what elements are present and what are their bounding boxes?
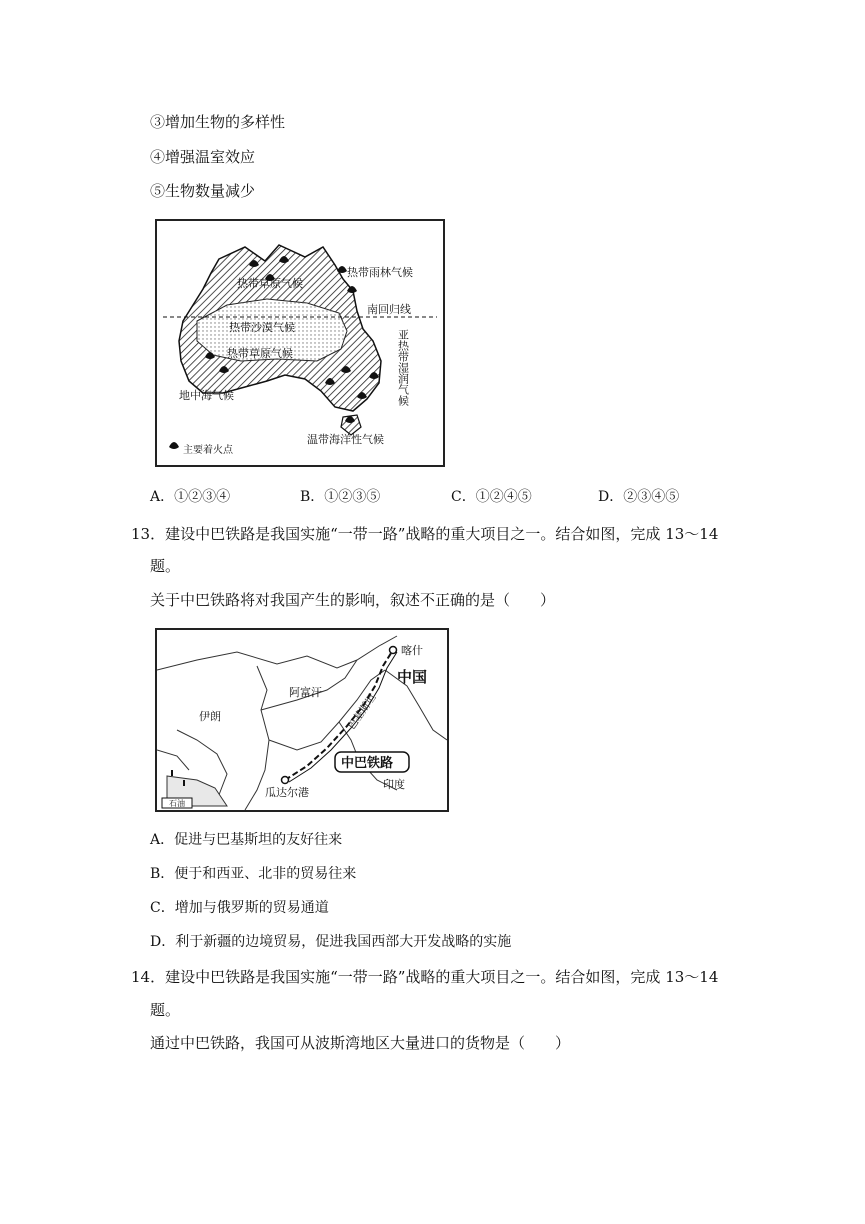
australia-map-svg (157, 221, 443, 465)
border-line (157, 636, 397, 670)
list-item: ③增加生物的多样性 (150, 113, 286, 131)
list-item: ④增强温室效应 (150, 148, 256, 166)
map-label: 阿富汗 (289, 686, 322, 699)
map-label: 印度 (383, 778, 405, 791)
option-d: D．利于新疆的边境贸易，促进我国西部大开发战略的实施 (150, 934, 512, 950)
fire-marker (337, 266, 347, 273)
option-b: B．便于和西亚、北非的贸易往来 (150, 866, 357, 882)
map-label: 热带草原气候 (227, 347, 293, 360)
question-13-text: 关于中巴铁路将对我国产生的影响，叙述不正确的是（ ） (150, 591, 556, 609)
fire-marker (169, 442, 179, 449)
option-c: C．增加与俄罗斯的贸易通道 (150, 900, 329, 916)
map-label: 喀什 (401, 644, 423, 657)
railway-map-svg (157, 630, 447, 810)
map-label: 地中海气候 (179, 389, 234, 402)
option-a: A．①②③④ (150, 489, 231, 505)
list-item: ⑤生物数量减少 (150, 182, 256, 200)
question-13-stem: 13．建设中巴铁路是我国实施“一带一路”战略的重大项目之一。结合如图，完成 13～14 (131, 525, 719, 543)
gwadar-point (282, 777, 289, 784)
oil-marker (171, 770, 173, 776)
question-13-stem-cont: 题。 (150, 557, 181, 575)
map-label: 中国 (397, 668, 428, 686)
legend-label: 主要着火点 (183, 445, 233, 456)
question-14-stem: 14．建设中巴铁路是我国实施“一带一路”战略的重大项目之一。结合如图，完成 13～14 (131, 968, 719, 986)
option-a: A．促进与巴基斯坦的友好往来 (150, 832, 343, 848)
legend-label: 石油 (169, 799, 185, 808)
china-pakistan-railway-map (155, 628, 449, 812)
option-b: B．①②③⑤ (300, 489, 381, 505)
map-label: 热带沙漠气候 (229, 321, 295, 334)
option-c: C．①②④⑤ (451, 489, 532, 505)
australia-climate-map (155, 219, 445, 467)
option-d: D．②③④⑤ (598, 489, 680, 505)
map-label: 热带草原气候 (237, 277, 303, 290)
map-label: 巴基斯坦 (346, 692, 379, 732)
question-14-stem-cont: 题。 (150, 1001, 181, 1019)
map-label: 伊朗 (199, 710, 221, 723)
map-label-vertical: 亚热带湿润气候 (396, 329, 410, 406)
map-label: 温带海洋性气候 (307, 433, 384, 446)
map-label: 热带雨林气候 (347, 266, 413, 279)
kashgar-point (390, 647, 397, 654)
map-label: 瓜达尔港 (265, 786, 309, 799)
border-line (157, 750, 189, 770)
border-line (261, 660, 357, 710)
oil-marker (183, 780, 185, 786)
map-label: 南回归线 (367, 303, 411, 316)
question-14-text: 通过中巴铁路，我国可从波斯湾地区大量进口的货物是（ ） (150, 1034, 571, 1052)
map-label: 中巴铁路 (341, 756, 394, 771)
